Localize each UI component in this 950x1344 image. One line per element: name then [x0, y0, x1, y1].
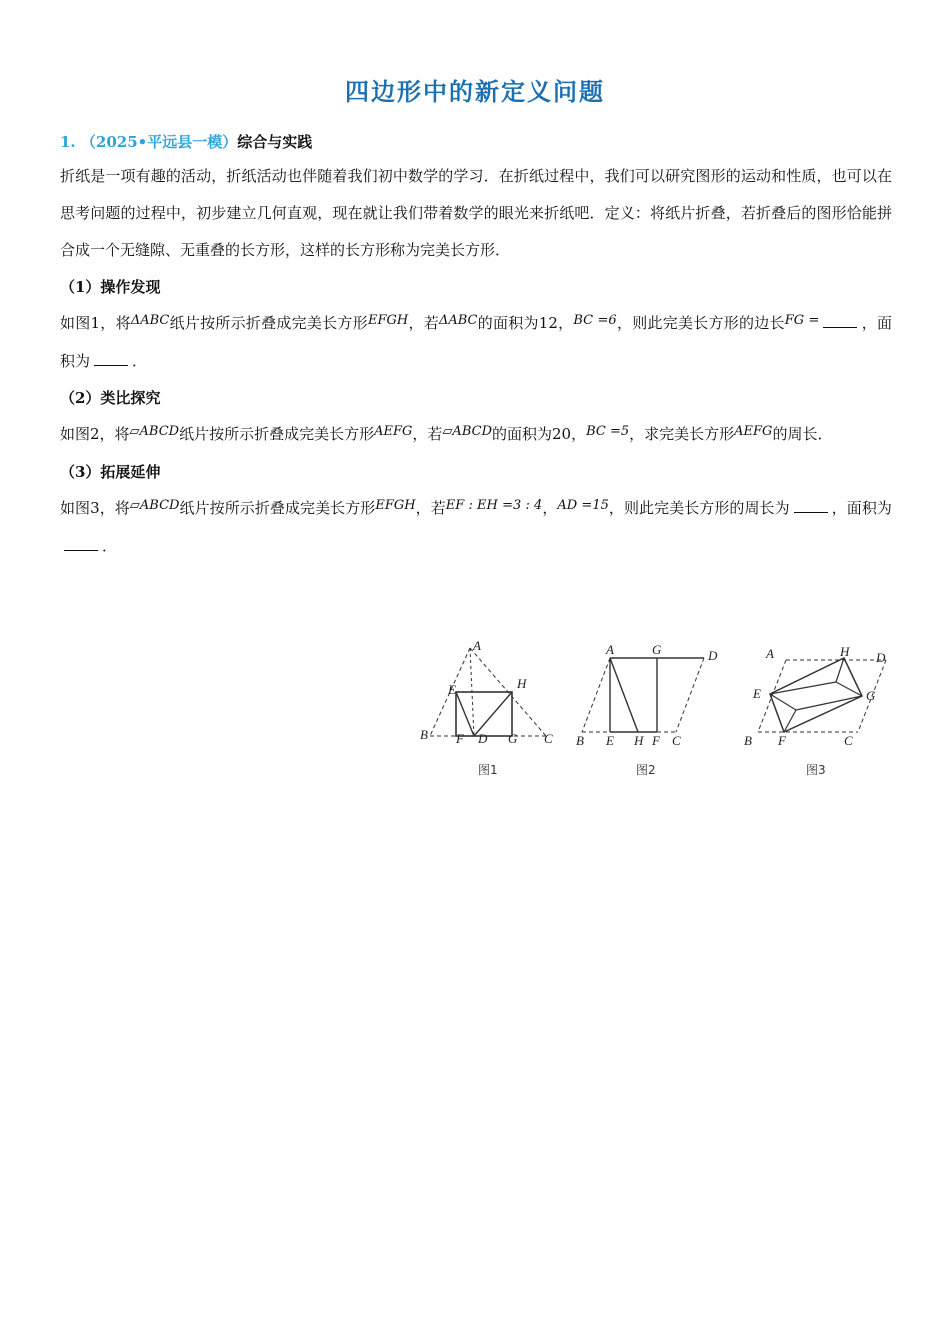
fig1-label-d: D	[478, 731, 488, 746]
part2-text-5: ，求完美长方形	[629, 425, 735, 443]
part3-text-2: 纸片按所示折叠成完美长方形	[179, 499, 376, 517]
fig2-caption: 图2	[636, 763, 656, 777]
part3-text-7: ．	[102, 537, 118, 555]
fig2-label-b: B	[576, 733, 584, 748]
part1-text-2: 纸片按所示折叠成完美长方形	[169, 314, 368, 332]
part2-math-5: AEFG	[734, 424, 773, 439]
part3-text-3: ，若	[415, 499, 446, 517]
part3-text-6: ，面积为	[831, 499, 892, 517]
fig3-label-a: A	[766, 646, 774, 661]
fig1-label-h: H	[517, 676, 527, 691]
part1-text	[60, 305, 892, 380]
part3-text-4: ，	[542, 499, 558, 517]
part2-math-1: ▱ABCD	[129, 424, 180, 439]
fig1-label-e: E	[448, 682, 456, 697]
fig1-label-g: G	[508, 731, 518, 746]
fig1-label-a: A	[473, 638, 481, 653]
question-topic: 综合与实践	[237, 133, 313, 151]
part1-heading: （1）操作发现	[60, 278, 161, 296]
figure-2	[572, 636, 732, 786]
part2-text-4: 的面积为20，	[492, 425, 587, 443]
answer-blank[interactable]	[823, 313, 857, 328]
answer-blank[interactable]	[94, 351, 128, 366]
fig2-label-h: H	[634, 733, 644, 748]
fig2-label-a: A	[606, 642, 614, 657]
fig1-label-c: C	[544, 731, 553, 746]
part2-text-3: ，若	[412, 425, 443, 443]
fig2-label-g: G	[652, 642, 662, 657]
part1-text-6: ，面积为	[60, 314, 892, 370]
fig3-caption: 图3	[806, 763, 826, 777]
fig1-caption: 图1	[478, 763, 498, 777]
fig3-label-f: F	[778, 733, 786, 748]
answer-blank[interactable]	[64, 536, 98, 551]
part2-math-3: ▱ABCD	[442, 424, 492, 439]
part2-heading: （2）类比探究	[60, 389, 161, 407]
part3-math-3: EF : EH =3 : 4	[445, 498, 543, 513]
fig3-label-d: D	[876, 650, 886, 665]
fig3-label-b: B	[744, 733, 752, 748]
part1-text-5: ，则此完美长方形的边长	[616, 314, 785, 332]
part1-math-2: EFGH	[367, 313, 409, 328]
figure-1	[418, 636, 558, 786]
part3-math-4: AD =15	[557, 498, 609, 513]
part2-text-2: 纸片按所示折叠成完美长方形	[179, 425, 375, 443]
fig2-label-e: E	[606, 733, 614, 748]
part1-text-4: 的面积为12，	[477, 314, 574, 332]
figure-3	[740, 636, 900, 786]
part3-text-5: ，则此完美长方形的周长为	[608, 499, 790, 517]
part3-heading: （3）拓展延伸	[60, 463, 161, 481]
figures	[410, 636, 900, 786]
question-block	[60, 126, 892, 565]
question-number: 1.	[60, 133, 76, 151]
fig3-label-e: E	[753, 686, 761, 701]
part2-text-6: 的周长．	[772, 425, 833, 443]
part2-text-1: 如图2，将	[60, 425, 130, 443]
fig2-label-d: D	[708, 648, 718, 663]
part2-text	[60, 416, 892, 454]
part1-text-7: ．	[132, 352, 148, 370]
part1-text-1: 如图1，将	[60, 314, 131, 332]
part3-math-1: ▱ABCD	[129, 498, 180, 513]
part2-math-4: BC =5	[586, 424, 630, 439]
fig2-label-c: C	[672, 733, 681, 748]
part1-math-4: BC =6	[573, 313, 617, 328]
fig1-label-f: F	[456, 731, 464, 746]
page-title: 四边形中的新定义问题	[345, 78, 605, 106]
fig3-label-c: C	[844, 733, 853, 748]
part1-math-1: ΔABC	[130, 313, 170, 328]
question-source: （2025•平远县一模）	[80, 133, 238, 151]
part3-math-2: EFGH	[375, 498, 416, 513]
question-intro: 折纸是一项有趣的活动，折纸活动也伴随着我们初中数学的学习．在折纸过程中，我们可以研究图形的运动和性质，也可以在思考问题的过程中，初步建立几何直观，现在就让我们带着数学的眼光来折纸吧．定义：将纸片折叠，若折叠后的图形恰能拼合成一个无缝隙、无重叠的长方形，这样的长方形称为完美长方形．	[60, 167, 892, 259]
part1-text-3: ，若	[408, 314, 439, 332]
part3-text-1: 如图3，将	[60, 499, 130, 517]
fig3-label-g: G	[866, 688, 876, 703]
part1-math-5: FG =	[784, 313, 820, 328]
fig1-label-b: B	[420, 727, 428, 742]
part2-math-2: AEFG	[374, 424, 413, 439]
fig2-label-f: F	[652, 733, 660, 748]
question-header	[60, 126, 892, 158]
part1-math-3: ΔABC	[438, 313, 478, 328]
part3-text	[60, 490, 892, 565]
fig3-label-h: H	[840, 644, 850, 659]
answer-blank[interactable]	[794, 498, 828, 513]
